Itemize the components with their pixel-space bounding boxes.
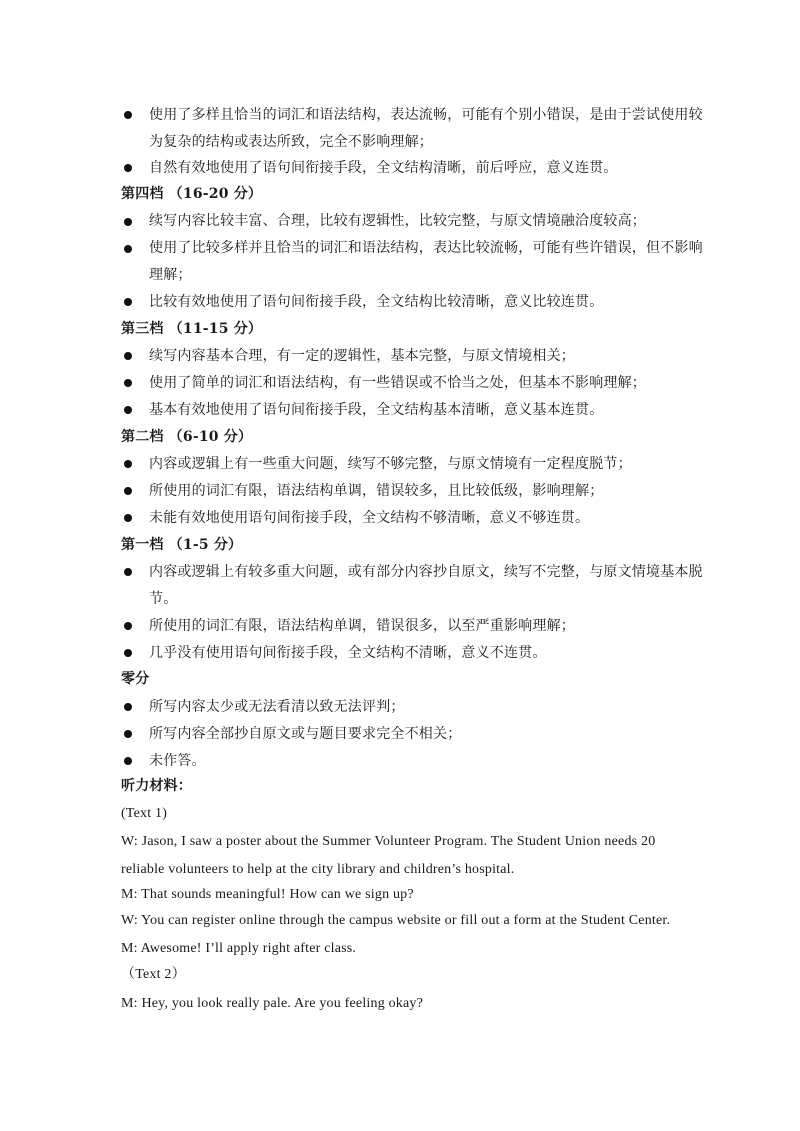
text-1-label: (Text 1) [121, 806, 168, 821]
bullet-icon [124, 111, 132, 119]
criteria-text: 基本有效地使用了语句间衔接手段，全文结构基本清晰，意义基本连贯。 [149, 402, 604, 418]
criteria-text: 节。 [149, 591, 178, 607]
dialogue-line: W: Jason, I saw a poster about the Summer Volunteer Program. The Student Union needs 20 [121, 834, 656, 849]
criteria-text: 续写内容比较丰富、合理，比较有逻辑性，比较完整，与原文情境融洽度较高； [149, 213, 646, 229]
bullet-icon [124, 487, 132, 495]
dialogue-line: W: You can register online through the campus website or fill out a form at the Student Center. [121, 913, 671, 928]
criteria-text: 所使用的词汇有限，语法结构单调，错误较多，且比较低级，影响理解； [149, 483, 604, 499]
bullet-icon [124, 406, 132, 414]
level-4-heading: 第四档 （16-20 分） [121, 186, 263, 202]
dialogue-line: reliable volunteers to help at the city library and children’s hospital. [121, 862, 515, 877]
criteria-text: 所使用的词汇有限，语法结构单调，错误很多，以至严重影响理解； [149, 618, 575, 634]
bullet-icon [124, 218, 132, 226]
bullet-icon [124, 757, 132, 765]
criteria-text: 使用了简单的词汇和语法结构，有一些错误或不恰当之处，但基本不影响理解； [149, 375, 646, 391]
zero-score-heading: 零分 [121, 671, 150, 687]
dialogue-line: M: Hey, you look really pale. Are you feeling okay? [121, 996, 424, 1011]
criteria-text: 内容或逻辑上有一些重大问题，续写不够完整，与原文情境有一定程度脱节； [149, 456, 632, 472]
criteria-text: 未能有效地使用语句间衔接手段，全文结构不够清晰，意义不够连贯。 [149, 510, 590, 526]
criteria-text: 理解； [149, 267, 192, 283]
listening-heading: 听力材料： [121, 778, 192, 794]
criteria-text: 比较有效地使用了语句间衔接手段，全文结构比较清晰，意义比较连贯。 [149, 294, 604, 310]
bullet-icon [124, 514, 132, 522]
criteria-text: 未作答。 [149, 753, 206, 769]
bullet-icon [124, 730, 132, 738]
bullet-icon [124, 298, 132, 306]
bullet-icon [124, 352, 132, 360]
level-2-heading: 第二档 （6-10 分） [121, 429, 253, 445]
criteria-text: 为复杂的结构或表达所致，完全不影响理解； [149, 134, 433, 150]
bullet-icon [124, 379, 132, 387]
text-2-label: （Text 2） [121, 967, 186, 982]
bullet-icon [124, 460, 132, 468]
criteria-text: 续写内容基本合理，有一定的逻辑性，基本完整，与原文情境相关； [149, 348, 575, 364]
criteria-text: 使用了比较多样并且恰当的词汇和语法结构，表达比较流畅，可能有些许错误，但不影响 [149, 240, 703, 256]
bullet-icon [124, 622, 132, 630]
bullet-icon [124, 703, 132, 711]
criteria-text: 使用了多样且恰当的词汇和语法结构，表达流畅，可能有个别小错误，是由于尝试使用较 [149, 107, 703, 123]
criteria-text: 所写内容太少或无法看清以致无法评判； [149, 699, 405, 715]
dialogue-line: M: Awesome! I’ll apply right after class. [121, 941, 357, 956]
criteria-text: 几乎没有使用语句间衔接手段，全文结构不清晰，意义不连贯。 [149, 645, 547, 661]
criteria-text: 所写内容全部抄自原文或与题目要求完全不相关； [149, 726, 462, 742]
bullet-icon [124, 568, 132, 576]
level-3-heading: 第三档 （11-15 分） [121, 321, 263, 337]
dialogue-line: M: That sounds meaningful! How can we sign up? [121, 887, 414, 902]
criteria-text: 内容或逻辑上有较多重大问题，或有部分内容抄自原文，续写不完整，与原文情境基本脱 [149, 564, 703, 580]
bullet-icon [124, 649, 132, 657]
bullet-icon [124, 164, 132, 172]
criteria-text: 自然有效地使用了语句间衔接手段，全文结构清晰，前后呼应，意义连贯。 [149, 160, 618, 176]
bullet-icon [124, 245, 132, 253]
level-1-heading: 第一档 （1-5 分） [121, 537, 243, 553]
